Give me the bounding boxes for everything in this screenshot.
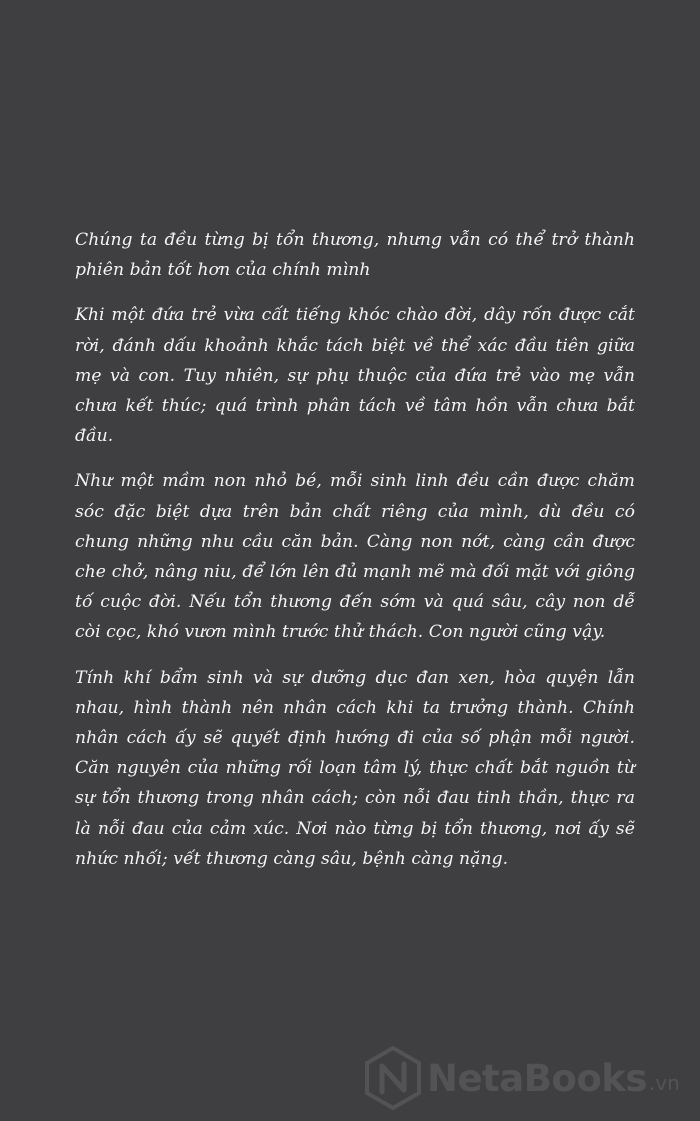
watermark: [365, 1046, 680, 1110]
body-text: [75, 225, 635, 889]
watermark-brand: NetaBooks: [427, 1056, 647, 1100]
netabooks-logo-icon: [365, 1046, 421, 1110]
paragraph-birth: Khi một đứa trẻ vừa cất tiếng khóc chào đời, dây rốn được cắt rời, đánh dấu khoảnh khắc tách biệt về thể xác đầu tiên giữa mẹ và con. Tuy nhiên, sự phụ thuộc của đứa trẻ vào mẹ vẫn chưa kết thúc; quá trình phân tách về tâm hồn vẫn chưa bắt đầu.: [75, 305, 635, 447]
paragraph-personality: Tính khí bẩm sinh và sự dưỡng dục đan xen, hòa quyện lẫn nhau, hình thành nên nhân cách khi ta trưởng thành. Chính nhân cách ấy sẽ quyết định hướng đi của số phận mỗi người. Căn nguyên của những rối loạn tâm lý, thực chất bắt nguồn từ sự tổn thương trong nhân cách; còn nỗi đau tinh thần, thực ra là nỗi đau của cảm xúc. Nơi nào từng bị tổn thương, nơi ấy sẽ nhức nhối; vết thương càng sâu, bệnh càng nặng.: [75, 667, 635, 869]
watermark-suffix: .vn: [648, 1071, 680, 1095]
intro-paragraph: Chúng ta đều từng bị tổn thương, nhưng vẫn có thể trở thành phiên bản tốt hơn của chính mình: [75, 230, 635, 281]
paragraph-sprout: Như một mầm non nhỏ bé, mỗi sinh linh đều cần được chăm sóc đặc biệt dựa trên bản chất riêng của mình, dù đều có chung những nhu cầu căn bản. Càng non nớt, càng cần được che chở, nâng niu, để lớn lên đủ mạnh mẽ mà đối mặt với giông tố cuộc đời. Nếu tổn thương đến sớm và quá sâu, cây non dễ còi cọc, khó vươn mình trước thử thách. Con người cũng vậy.: [75, 471, 635, 643]
